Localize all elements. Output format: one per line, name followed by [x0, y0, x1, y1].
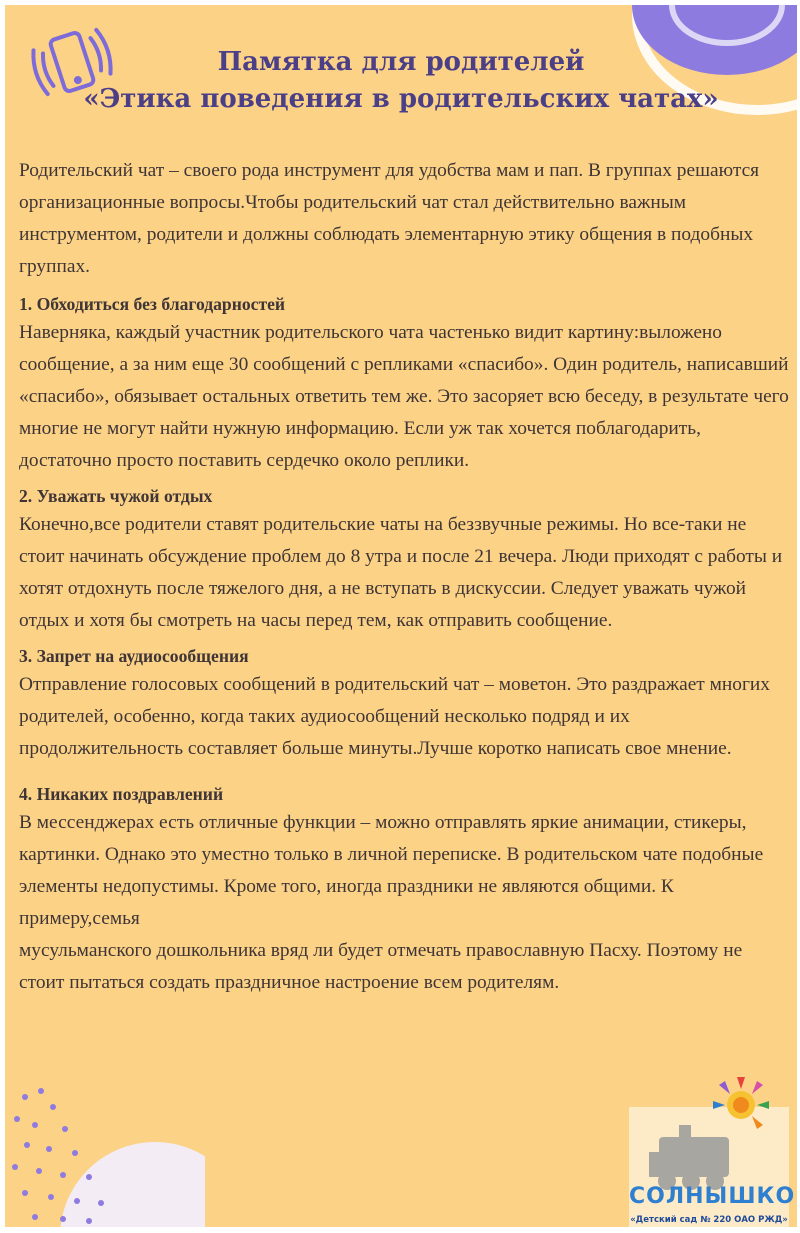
kindergarten-logo	[629, 1067, 796, 1227]
section-thanks	[19, 291, 789, 477]
intro-paragraph: Родительский чат – своего рода инструмент для удобства мам и пап. В группах решаются организационные вопросы.Чтобы родительский чат стал действительно важным инструментом, родители и должны соблюдать элементарную этику общения в подобных группах.	[19, 160, 760, 277]
section-text: Отправление голосовых сообщений в родительский чат – моветон. Это раздражает многих родителей, особенно, когда таких аудиосообщений несколько подряд и их продолжительность составляет больше минуты.Лучше коротко написать свое мнение.	[19, 674, 770, 759]
poster	[5, 5, 797, 1227]
section-text-part-1: В мессенджерах есть отличные функции – можно отправлять яркие анимации, стикеры, картинки. Однако это уместно только в личной переписке. В родительском чате подобные элементы недопустимы. Кроме того, иногда праздники не являются общими. К примеру,семья	[19, 812, 764, 929]
section-title: 1. Обходиться без благодарностей	[19, 294, 286, 314]
section-rest	[19, 483, 789, 637]
title-line-1: Памятка для родителей	[217, 47, 585, 77]
section-text: Наверняка, каждый участник родительского чата частенько видит картину:выложено сообщение, а за ним еще 30 сообщений с репликами «спасибо». Один родитель, написавший «спасибо», обязывает остальных ответить тем же. Это засоряет всю беседу, в результате чего многие не могут найти нужную информацию. Если уж так хочется поблагодарить, достаточно просто поставить сердечко около реплики.	[19, 322, 789, 471]
section-title: 2. Уважать чужой отдых	[19, 486, 213, 506]
title-line-2: «Этика поведения в родительских чатах»	[83, 84, 719, 114]
decorative-dots	[5, 1077, 205, 1227]
section-audio	[19, 643, 789, 765]
section-greetings	[19, 781, 789, 999]
section-text-part-2: мусульманского дошкольника вряд ли будет отмечать православную Пасху. Поэтому не стоит пытаться создать праздничное настроение всем родителям.	[19, 940, 743, 993]
section-title: 3. Запрет на аудиосообщения	[19, 646, 249, 666]
memo-body	[19, 155, 789, 1005]
logo-subtitle: «Детский сад № 220 ОАО РЖД»	[630, 1215, 788, 1225]
page-header	[5, 45, 797, 119]
logo-name: СОЛНЫШКО	[629, 1184, 796, 1209]
section-title: 4. Никаких поздравлений	[19, 784, 224, 804]
section-text: Конечно,все родители ставят родительские чаты на беззвучные режимы. Но все-таки не стоит начинать обсуждение проблем до 8 утра и после 21 вечера. Люди приходят с работы и хотят отдохнуть после тяжелого дня, а не вступать в дискуссии. Следует уважать чужой отдых и хотя бы смотреть на часы перед тем, как отправить сообщение.	[19, 514, 783, 631]
